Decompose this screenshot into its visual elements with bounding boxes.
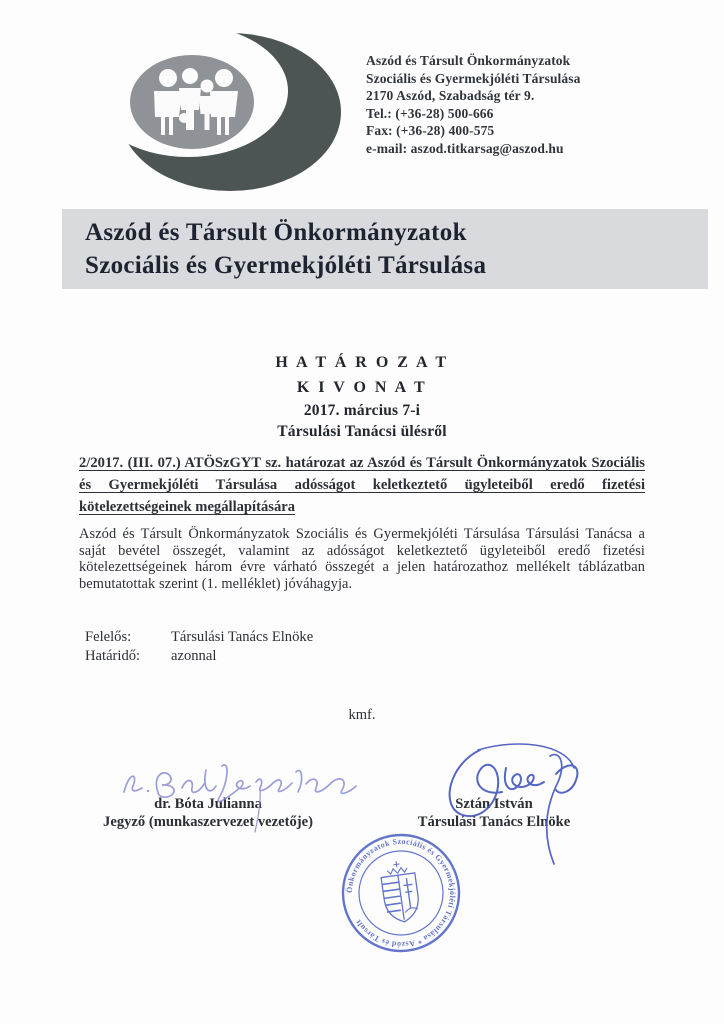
heading-kivonat: K I V O N A T [296, 379, 428, 396]
closing-kmf: kmf. [348, 707, 376, 723]
contact-line: Tel.: (+36-28) 500-666 [366, 105, 494, 121]
responsible-label: Felelős: [85, 629, 132, 645]
heading-hatarozat: H A T Á R O Z A T [275, 354, 449, 371]
heading-meeting: Társulási Tanácsi ülésről [277, 423, 447, 440]
document-heading [0, 350, 724, 442]
official-round-stamp [339, 831, 463, 955]
contact-line: Szociális és Gyermekjóléti Társulása [366, 70, 581, 86]
resolution-subject: 2/2017. (III. 07.) ATÖSzGYT sz. határozat az Aszód és Társult Önkormányzatok Szociális és Gyermekjóléti Társulása adósságot keletkeztető ügyleteiből eredő fizetési kötelezettségeinek megállapítására [79, 455, 645, 515]
signature-block-left [58, 796, 358, 831]
contact-line: Fax: (+36-28) 400-575 [366, 123, 495, 139]
signer-left-name: dr. Bóta Julianna [154, 796, 262, 812]
organization-title-banner [62, 209, 708, 289]
family-crescent-logo [116, 28, 344, 198]
signer-right-role: Társulási Tanács Elnöke [417, 813, 571, 830]
resolution-details [85, 628, 313, 666]
responsible-row [85, 628, 313, 647]
heading-date: 2017. március 7-i [303, 402, 421, 419]
deadline-label: Határidő: [85, 648, 141, 664]
stamp-ring-text: Önkormányzatok Szociális és Gyermekjóléti Társulása * Aszód és Társult [344, 836, 458, 950]
stamp-coat-of-arms [379, 859, 421, 924]
deadline-value: azonnal [171, 648, 217, 664]
resolution-body: Aszód és Társult Önkormányzatok Szociális és Gyermekjóléti Társulása Társulási Tanácsa a saját bevétel összegét, valamint az adósságot keletkeztető ügyleteiből eredő fizetési kötelezettségeinek három évre várható összegét a jelen határozathoz mellékelt táblázatban bemutatottak szerint (1. melléklet) jóváhagyja. [79, 526, 645, 592]
contact-line: Aszód és Társult Önkormányzatok [366, 53, 571, 68]
responsible-value: Társulási Tanács Elnöke [171, 629, 314, 645]
signer-right-name: Sztán István [455, 796, 533, 812]
contact-line: 2170 Aszód, Szabadság tér 9. [366, 88, 535, 104]
banner-line1: Aszód és Társult Önkormányzatok [85, 219, 467, 246]
deadline-row [85, 647, 313, 666]
signature-block-right [348, 796, 640, 831]
contact-line-email: e-mail: aszod.titkarsag@aszod.hu [366, 140, 564, 156]
signer-left-role: Jegyző (munkaszervezet vezetője) [103, 813, 313, 830]
letterhead-contact-block [366, 52, 656, 158]
banner-line2: Szociális és Gyermekjóléti Társulása [85, 252, 487, 279]
